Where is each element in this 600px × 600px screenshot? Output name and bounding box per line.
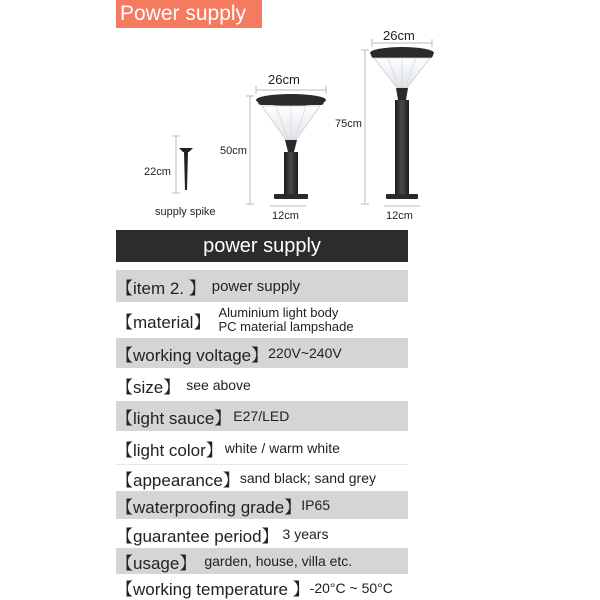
spec-key: 【waterproofing grade】 [116,497,302,517]
spec-row-working-temperature [116,575,426,600]
spec-row-size [116,370,408,400]
short-lamp-base-label: 12cm [272,210,299,222]
spec-key: 【guarantee period】 [116,526,279,546]
product-dimension-drawing [0,28,600,228]
spec-key: 【item 2. 】 [116,278,206,298]
spec-row-guarantee [116,520,408,548]
spec-row-usage [116,548,408,574]
spike-caption: supply spike [155,206,216,218]
spec-key: 【working voltage】 [116,345,269,365]
spec-value: garden, house, villa etc. [204,553,353,569]
spec-value-line: Aluminium light body [218,305,339,320]
spec-row-material [116,304,408,336]
spec-value: see above [186,377,251,393]
spec-key: 【usage】 [116,553,197,573]
spec-value: power supply [211,277,301,295]
header-title-badge: Power supply [116,0,262,28]
spec-row-item [116,270,408,302]
tall-lamp-illustration [361,39,434,206]
short-lamp-illustration [246,86,326,206]
spec-value: 3 years [282,526,329,542]
spec-row-appearance [116,465,408,491]
spec-row-light-source [116,401,408,431]
supply-spike-illustration [172,136,193,193]
tall-lamp-width-label: 26cm [383,28,415,43]
tall-lamp-height-label: 75cm [335,118,362,130]
spec-value: IP65 [301,497,331,513]
spec-key: 【light sauce】 [116,408,232,428]
spec-key: 【working temperature 】 [116,580,310,599]
spec-key: 【light color】 [116,440,223,460]
spec-value: white / warm white [224,440,340,456]
spec-key: 【size】 [116,377,181,397]
spec-value: -20°C ~ 50°C [309,579,393,596]
spec-value: sand black; sand grey [239,470,377,486]
lamp-drawing-svg [0,28,600,228]
short-lamp-width-label: 26cm [268,72,300,87]
spec-row-light-color [116,433,408,463]
spec-value-line: PC material lampshade [218,319,354,334]
spec-value: E27/LED [233,408,290,424]
spike-height-label: 22cm [144,166,171,178]
spec-row-voltage [116,338,408,368]
spec-key: 【material】 [116,312,211,332]
spec-value: 220V~240V [268,345,342,361]
spec-row-waterproofing [116,491,408,519]
short-lamp-height-label: 50cm [220,145,247,157]
tall-lamp-base-label: 12cm [386,210,413,222]
spec-value-group [210,306,353,334]
section-title-bar: power supply [116,230,408,262]
spec-key: 【appearance】 [116,470,240,490]
